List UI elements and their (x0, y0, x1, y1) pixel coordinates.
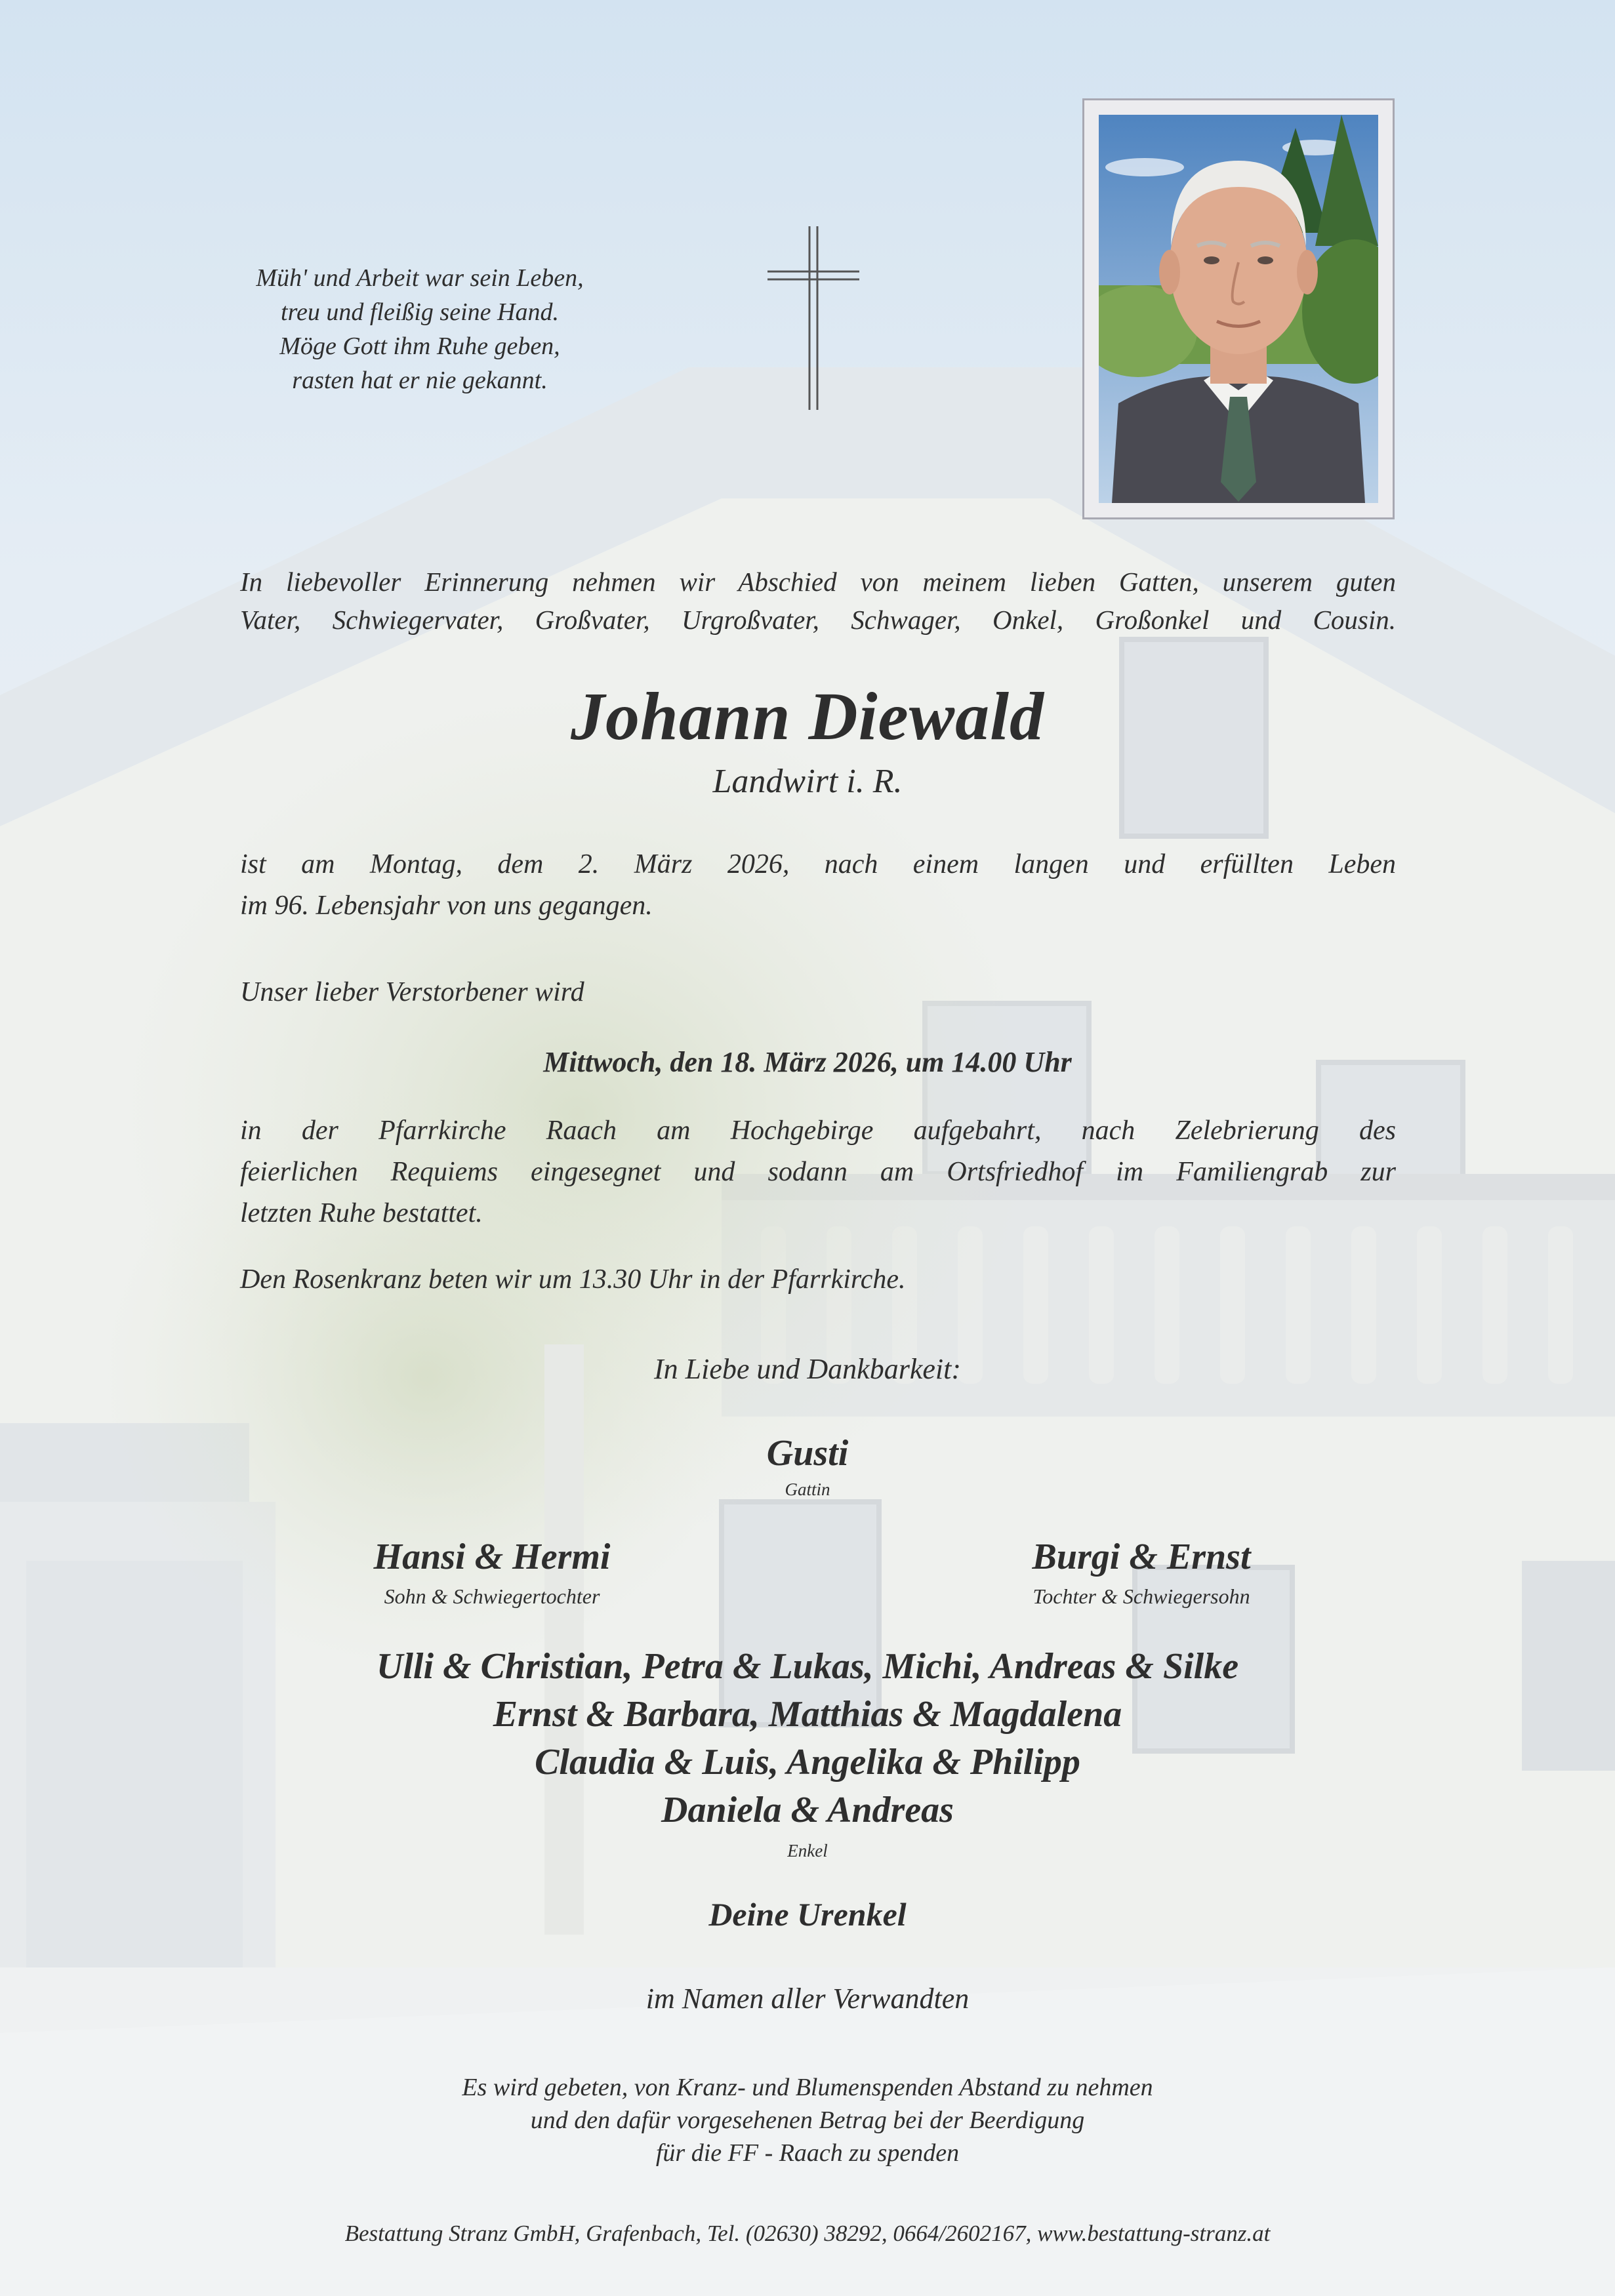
note-line: für die FF - Raach zu spenden (655, 2139, 960, 2167)
quote-line: Möge Gott ihm Ruhe geben, (279, 332, 560, 360)
death-paragraph (240, 844, 1396, 927)
grandchildren-line: Daniela & Andreas (661, 1790, 954, 1830)
note-line: und den dafür vorgesehenen Betrag bei der Beerdigung (530, 2106, 1085, 2134)
funeral-home-footer: Bestattung Stranz GmbH, Grafenbach, Tel. (02630) 38292, 0664/2602167, www.bestattung-stranz.at (344, 2221, 1271, 2246)
funeral-date: Mittwoch, den 18. März 2026, um 14.00 Uhr (543, 1046, 1072, 1078)
intro-paragraph (240, 563, 1396, 639)
note-line: Es wird gebeten, von Kranz- und Blumenspenden Abstand zu nehmen (462, 2074, 1153, 2101)
portrait-frame (1082, 98, 1395, 519)
intro-line: In liebevoller Erinnerung nehmen wir Abschied von meinem lieben Gatten, unserem guten (240, 567, 1396, 597)
grandchildren-role: Enkel (787, 1841, 828, 1861)
quote-line: Müh' und Arbeit war sein Leben, (256, 264, 584, 292)
donation-note (0, 2071, 1615, 2169)
funeral-intro (240, 972, 1396, 1013)
daughter-role: Tochter & Schwiegersohn (1032, 1584, 1250, 1608)
daughter-name: Burgi & Ernst (1032, 1537, 1251, 1577)
death-line: ist am Montag, dem 2. März 2026, nach einem langen und erfüllten Leben (240, 849, 1396, 879)
rosary-text: Den Rosenkranz beten wir um 13.30 Uhr in der Pfarrkirche. (240, 1264, 906, 1295)
grandchildren-line: Claudia & Luis, Angelika & Philipp (535, 1742, 1080, 1782)
son-role: Sohn & Schwiegertochter (384, 1584, 600, 1608)
quote-line: rasten hat er nie gekannt. (292, 367, 548, 394)
deceased-name: Johann Diewald (571, 679, 1044, 754)
portrait-photo (1099, 115, 1378, 503)
grandchildren-line: Ulli & Christian, Petra & Lukas, Michi, Andreas & Silke (376, 1646, 1239, 1687)
mourners-intro: In Liebe und Dankbarkeit: (654, 1353, 961, 1385)
quote-line: treu und fleißig seine Hand. (281, 298, 559, 326)
funeral-line: in der Pfarrkirche Raach am Hochgebirge aufgebahrt, nach Zelebrierung des (240, 1116, 1396, 1146)
intro-line: Vater, Schwiegervater, Großvater, Urgroßvater, Schwager, Onkel, Großonkel und Cousin. (240, 605, 1396, 635)
spouse-role: Gattin (785, 1480, 830, 1499)
son-name: Hansi & Hermi (373, 1537, 611, 1577)
grandchildren-line: Ernst & Barbara, Matthias & Magdalena (493, 1694, 1122, 1735)
funeral-intro-text: Unser lieber Verstorbener wird (240, 977, 584, 1007)
funeral-line: letzten Ruhe bestattet. (240, 1198, 483, 1228)
deceased-occupation: Landwirt i. R. (712, 763, 903, 800)
great-grandchildren: Deine Urenkel (708, 1896, 907, 1933)
rosary-paragraph (240, 1259, 1396, 1300)
memorial-quote (190, 261, 649, 397)
relatives-line: im Namen aller Verwandten (645, 1983, 970, 2015)
death-line: im 96. Lebensjahr von uns gegangen. (240, 891, 653, 921)
funeral-line: feierlichen Requiems eingesegnet und sodann am Ortsfriedhof im Familiengrab zur (240, 1157, 1396, 1187)
spouse-name: Gusti (766, 1433, 849, 1474)
cross-icon (761, 223, 866, 413)
funeral-paragraph (240, 1110, 1396, 1234)
